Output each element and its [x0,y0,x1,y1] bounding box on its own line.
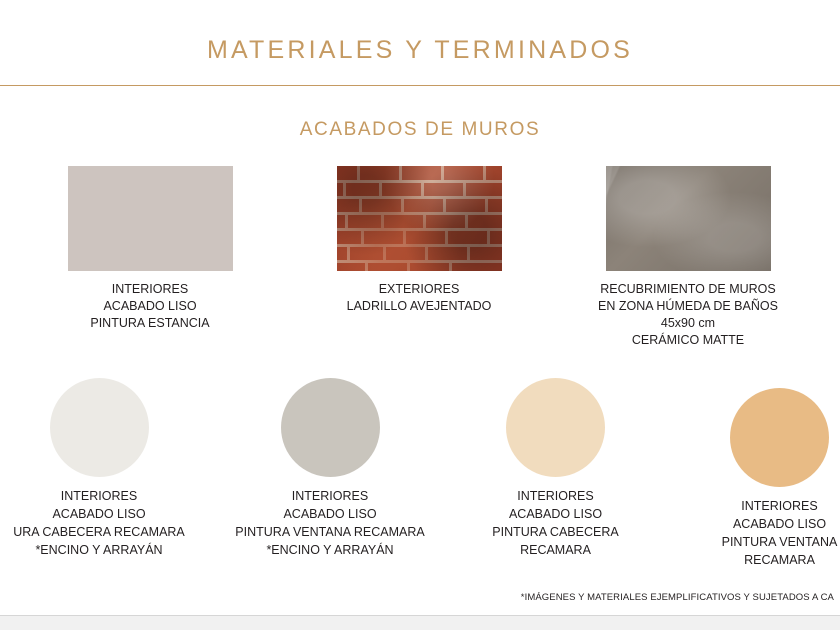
swatch-card-3 [563,166,813,349]
circle-caption-3 [443,487,668,559]
circle-caption-4-line-1: INTERIORES [741,499,818,513]
circle-card-3 [443,378,668,559]
swatch-caption-1-line-1: INTERIORES [111,282,189,296]
section-title: ACABADOS DE MUROS [299,119,541,140]
circle-caption-3-line-3: PINTURA CABECERA [492,525,619,539]
circle-caption-3-line-4: RECAMARA [520,543,591,557]
circle-caption-3-line-1: INTERIORES [517,489,594,503]
circle-caption-2-line-3: PINTURA VENTANA RECAMARA [235,525,425,539]
swatch-caption-3-line-3: 45x90 cm [660,316,716,330]
swatch-interiores-pintura-estancia [68,166,233,271]
swatch-caption-2 [294,281,544,315]
circle-caption-1-line-1: INTERIORES [60,489,138,503]
circle-card-1 [0,378,223,559]
circle-pintura-cabecera-recamara [506,378,605,477]
swatch-recubrimiento-ceramico [606,166,771,271]
swatch-caption-2-line-2: LADRILLO AVEJENTADO [346,299,492,313]
swatch-caption-1 [26,281,274,332]
circle-caption-2-line-1: INTERIORES [291,489,369,503]
swatch-exteriores-ladrillo [337,166,502,271]
rectangular-swatch-row [0,166,840,366]
swatch-caption-2-line-1: EXTERIORES [378,282,460,296]
circle-caption-4-line-4: RECAMARA [744,553,815,567]
swatch-caption-1-line-2: ACABADO LISO [103,299,197,313]
swatch-caption-3 [563,281,813,349]
circle-caption-1-line-4: *ENCINO Y ARRAYÁN [35,543,163,557]
swatch-card-1 [26,166,274,332]
circular-swatch-row [0,378,840,588]
title-divider [0,85,840,86]
swatch-caption-1-line-3: PINTURA ESTANCIA [90,316,210,330]
circle-caption-2 [206,487,454,559]
circle-card-2 [206,378,454,559]
swatch-caption-3-line-4: CERÁMICO MATTE [631,333,745,347]
page-title: MATERIALES Y TERMINADOS [206,36,633,64]
swatch-caption-3-line-1: RECUBRIMIENTO DE MUROS [600,282,776,296]
circle-caption-1-line-2: ACABADO LISO [52,507,146,521]
circle-caption-4-line-3: PINTURA VENTANA [721,535,838,549]
circle-caption-4-line-2: ACABADO LISO [732,517,827,531]
circle-pintura-ventana-recamara-encino [281,378,380,477]
circle-card-4 [672,388,840,569]
circle-caption-1-line-3: URA CABECERA RECAMARA [13,525,185,539]
circle-caption-2-line-2: ACABADO LISO [283,507,377,521]
circle-pintura-cabecera-recamara-encino [50,378,149,477]
circle-caption-1 [0,487,223,559]
swatch-card-2 [294,166,544,315]
swatch-caption-3-line-2: EN ZONA HÚMEDA DE BAÑOS [598,299,778,313]
circle-caption-4 [672,497,840,569]
disclaimer-footnote: *IMÁGENES Y MATERIALES EJEMPLIFICATIVOS Y SUJETADOS A CA [520,592,834,603]
circle-pintura-ventana-recamara [730,388,829,487]
circle-caption-3-line-2: ACABADO LISO [508,507,603,521]
window-bottom-bar [0,615,840,630]
circle-caption-2-line-4: *ENCINO Y ARRAYÁN [266,543,394,557]
